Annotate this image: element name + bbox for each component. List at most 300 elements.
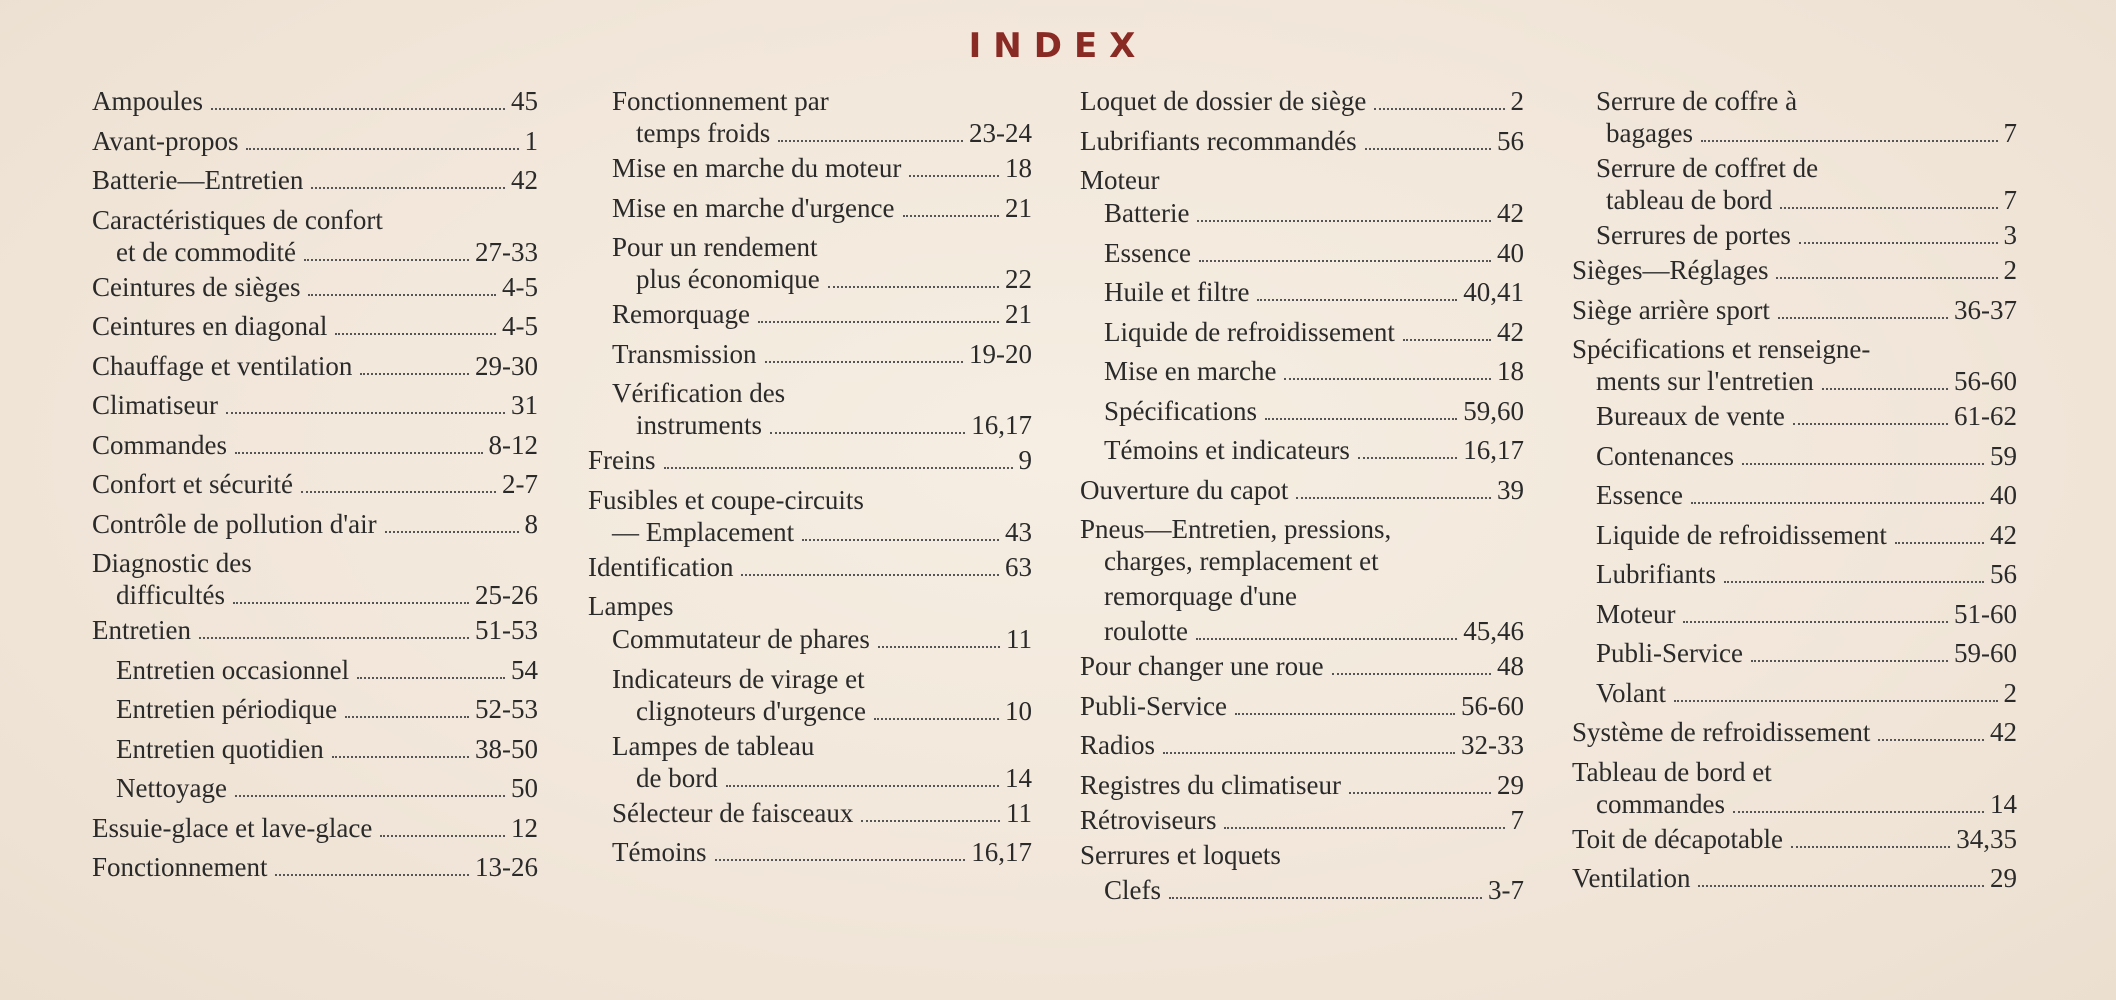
entry-label: Clefs xyxy=(1104,874,1161,905)
entry-label: Climatiseur xyxy=(92,390,218,420)
page-number: 21 xyxy=(1005,192,1032,223)
index-entry xyxy=(92,694,538,734)
entry-label: Volant xyxy=(1596,677,1667,708)
index-entry xyxy=(1572,863,2017,903)
entry-label: tableau de bord xyxy=(1606,185,1773,215)
index-entry xyxy=(1572,334,2017,366)
dot-leader xyxy=(1742,463,1984,465)
entry-label: Système de refroidissement xyxy=(1572,717,1871,747)
entry-label: Remorquage xyxy=(612,299,750,329)
dot-leader xyxy=(1358,457,1457,459)
entry-label: roulotte xyxy=(1104,616,1188,646)
dot-leader xyxy=(758,321,999,323)
dot-leader xyxy=(1284,378,1491,380)
page-number: 11 xyxy=(1006,624,1032,654)
page-number: 29 xyxy=(1990,863,2017,893)
index-entry xyxy=(1572,295,2017,335)
entry-label: Lampes xyxy=(588,591,674,621)
page-number: 42 xyxy=(1497,198,1524,228)
index-entry xyxy=(92,734,538,774)
dot-leader xyxy=(1674,700,1997,702)
entry-label: Spécifications et renseigne- xyxy=(1572,334,1871,364)
page-number: 40 xyxy=(1497,237,1524,268)
index-entry xyxy=(588,696,1032,731)
index-entry xyxy=(588,517,1032,552)
index-entry xyxy=(92,813,538,853)
dot-leader xyxy=(903,215,1000,217)
dot-leader xyxy=(1698,885,1984,887)
index-entry xyxy=(588,264,1032,299)
page-number: 54 xyxy=(511,654,538,685)
page-number: 1 xyxy=(524,125,538,156)
index-entry xyxy=(1080,514,1524,546)
dot-leader xyxy=(715,859,966,861)
dot-leader xyxy=(235,795,505,797)
index-entry xyxy=(1080,730,1524,770)
dot-leader xyxy=(1793,423,1948,425)
index-entry xyxy=(588,664,1032,696)
index-entry xyxy=(92,615,538,655)
entry-label: Pour changer une roue xyxy=(1080,651,1324,681)
entry-label: Publi-Service xyxy=(1080,690,1227,721)
page-number: 63 xyxy=(1005,551,1032,582)
page-number: 7 xyxy=(2003,118,2017,148)
index-entry xyxy=(92,580,538,615)
entry-label: Moteur xyxy=(1596,598,1676,629)
entry-label: clignoteurs d'urgence xyxy=(636,695,867,726)
page-number: 51-60 xyxy=(1954,598,2017,629)
entry-label: plus économique xyxy=(636,264,820,294)
entry-label: Sièges—Réglages xyxy=(1572,255,1769,285)
index-entry xyxy=(1080,165,1524,198)
page-number: 3 xyxy=(2003,220,2017,250)
entry-label: Batterie xyxy=(1104,198,1190,228)
index-column-2 xyxy=(588,86,1032,877)
dot-leader xyxy=(385,531,519,533)
entry-label: Commandes xyxy=(92,429,227,460)
page-number: 7 xyxy=(1510,804,1524,835)
entry-label: Mise en marche xyxy=(1104,356,1277,386)
entry-label: Identification xyxy=(588,551,734,582)
index-entry xyxy=(1080,317,1524,357)
index-entry xyxy=(92,311,538,351)
entry-label: Entretien xyxy=(92,615,191,645)
index-entry xyxy=(1572,717,2017,757)
page-number: 42 xyxy=(1990,717,2017,747)
page-number: 8-12 xyxy=(488,429,538,460)
dot-leader xyxy=(1701,140,1998,142)
entry-label: Témoins et indicateurs xyxy=(1104,435,1350,465)
page-number: 13-26 xyxy=(475,852,538,882)
index-entry xyxy=(1572,366,2017,401)
index-entry xyxy=(588,86,1032,118)
dot-leader xyxy=(1332,673,1491,675)
index-entry xyxy=(588,299,1032,339)
dot-leader xyxy=(874,718,999,720)
entry-label: remorquage d'une xyxy=(1104,581,1298,611)
entry-label: Essence xyxy=(1596,480,1683,510)
dot-leader xyxy=(360,373,469,375)
dot-leader xyxy=(304,259,469,261)
index-entry xyxy=(1080,616,1524,651)
page-number: 34,35 xyxy=(1956,823,2017,854)
dot-leader xyxy=(1365,148,1491,150)
index-entry xyxy=(1080,805,1524,840)
page-number: 8 xyxy=(524,508,538,539)
index-entry xyxy=(1080,840,1524,875)
dot-leader xyxy=(1349,792,1491,794)
index-entry xyxy=(1080,651,1524,691)
dot-leader xyxy=(311,187,505,189)
page-number: 14 xyxy=(1990,788,2017,819)
dot-leader xyxy=(861,820,1000,822)
dot-leader xyxy=(1778,317,1948,319)
entry-label: temps froids xyxy=(636,118,771,148)
dot-leader xyxy=(1403,339,1491,341)
dot-leader xyxy=(1791,846,1950,848)
entry-label: Vérification des xyxy=(612,378,786,408)
dot-leader xyxy=(1196,638,1457,640)
dot-leader xyxy=(308,294,496,296)
entry-label: Chauffage et ventilation xyxy=(92,350,353,381)
entry-label: Contenances xyxy=(1596,440,1734,471)
page-number: 19-20 xyxy=(969,338,1032,369)
dot-leader xyxy=(335,333,496,335)
page-number: 25-26 xyxy=(475,580,538,610)
index-entry xyxy=(588,339,1032,379)
index-entry xyxy=(1080,198,1524,238)
page-number: 59-60 xyxy=(1954,638,2017,668)
entry-label: Mise en marche du moteur xyxy=(612,153,902,183)
entry-label: Bureaux de vente xyxy=(1596,401,1785,431)
index-entry xyxy=(1080,691,1524,731)
index-entry xyxy=(1572,824,2017,864)
entry-label: Avant-propos xyxy=(92,125,239,156)
entry-label: Liquide de refroidissement xyxy=(1104,316,1395,347)
index-entry xyxy=(588,731,1032,763)
page-number: 29-30 xyxy=(475,350,538,381)
page-number: 59 xyxy=(1990,440,2017,471)
index-entry xyxy=(588,193,1032,233)
entry-label: Lampes de tableau xyxy=(612,730,815,761)
dot-leader xyxy=(726,785,999,787)
page-number: 45 xyxy=(511,86,538,116)
dot-leader xyxy=(741,574,999,576)
entry-label: Mise en marche d'urgence xyxy=(612,192,895,223)
index-entry xyxy=(1080,770,1524,805)
page-number: 4-5 xyxy=(502,311,538,341)
index-entry xyxy=(92,773,538,813)
index-entry xyxy=(1080,86,1524,126)
dot-leader xyxy=(1224,827,1504,829)
entry-label: Registres du climatiseur xyxy=(1080,769,1341,800)
page-number: 36-37 xyxy=(1954,294,2017,325)
index-entry xyxy=(1080,435,1524,475)
index-entry xyxy=(92,509,538,549)
dot-leader xyxy=(1163,752,1455,754)
page-number: 18 xyxy=(1005,153,1032,183)
entry-label: Témoins xyxy=(612,837,707,867)
dot-leader xyxy=(878,646,1000,648)
dot-leader xyxy=(1724,581,1984,583)
entry-label: Fonctionnement par xyxy=(612,86,829,116)
page-number: 12 xyxy=(511,812,538,843)
dot-leader xyxy=(1265,418,1457,420)
dot-leader xyxy=(345,716,469,718)
index-entry xyxy=(588,118,1032,153)
index-entry xyxy=(1080,126,1524,166)
page-number: 14 xyxy=(1005,762,1032,793)
page-number: 42 xyxy=(511,165,538,195)
index-entry xyxy=(1572,757,2017,789)
index-entry xyxy=(588,798,1032,838)
entry-label: Sélecteur de faisceaux xyxy=(612,797,854,828)
entry-label: difficultés xyxy=(116,580,225,610)
dot-leader xyxy=(246,148,518,150)
index-entry xyxy=(1572,220,2017,255)
page-number: 50 xyxy=(511,773,538,803)
page-number: 27-33 xyxy=(475,236,538,267)
page-number: 42 xyxy=(1497,316,1524,347)
entry-label: de bord xyxy=(636,762,718,793)
entry-label: Moteur xyxy=(1080,165,1160,195)
dot-leader xyxy=(770,432,965,434)
index-entry xyxy=(1080,356,1524,396)
page-number: 38-50 xyxy=(475,733,538,764)
page-number: 42 xyxy=(1990,519,2017,550)
index-column-4 xyxy=(1572,86,2017,903)
index-entry xyxy=(92,205,538,237)
page-number: 40,41 xyxy=(1463,277,1524,307)
entry-label: Diagnostic des xyxy=(92,548,252,578)
page-number: 22 xyxy=(1005,264,1032,294)
page-number: 56 xyxy=(1497,125,1524,156)
entry-label: Lubrifiants xyxy=(1596,559,1716,589)
entry-label: Radios xyxy=(1080,730,1156,760)
dot-leader xyxy=(226,412,505,414)
page-number: 56 xyxy=(1990,559,2017,589)
index-entry xyxy=(588,552,1032,592)
dot-leader xyxy=(1199,260,1491,262)
dot-leader xyxy=(1799,242,1998,244)
index-entry xyxy=(588,485,1032,517)
entry-label: charges, remplacement et xyxy=(1104,546,1379,576)
dot-leader xyxy=(664,467,1013,469)
page-number: 7 xyxy=(2003,185,2017,215)
page-number: 32-33 xyxy=(1461,730,1524,760)
dot-leader xyxy=(1169,897,1482,899)
index-entry xyxy=(92,430,538,470)
index-entry xyxy=(1572,678,2017,718)
entry-label: Essuie-glace et lave-glace xyxy=(92,812,373,843)
entry-label: Ceintures de sièges xyxy=(92,271,301,302)
entry-label: Pour un rendement xyxy=(612,232,818,262)
page-number: 2 xyxy=(2003,677,2017,708)
index-column-3 xyxy=(1080,86,1524,910)
dot-leader xyxy=(1878,739,1984,741)
page-number: 2-7 xyxy=(502,469,538,499)
index-entry xyxy=(92,165,538,205)
index-entry xyxy=(92,390,538,430)
index-entry xyxy=(92,852,538,892)
page-number: 21 xyxy=(1005,299,1032,329)
page-number: 23-24 xyxy=(969,118,1032,148)
page-number: 45,46 xyxy=(1463,616,1524,646)
entry-label: et de commodité xyxy=(116,236,296,267)
index-entry xyxy=(1080,875,1524,910)
index-entry xyxy=(1080,581,1524,616)
dot-leader xyxy=(199,637,469,639)
dot-leader xyxy=(765,361,963,363)
dot-leader xyxy=(1895,542,1984,544)
index-entry xyxy=(588,153,1032,193)
page-number: 43 xyxy=(1005,516,1032,547)
page-number: 31 xyxy=(511,390,538,420)
dot-leader xyxy=(1691,502,1984,504)
page-number: 52-53 xyxy=(475,694,538,724)
page-number: 16,17 xyxy=(971,410,1032,440)
entry-label: Rétroviseurs xyxy=(1080,804,1217,835)
dot-leader xyxy=(275,874,469,876)
entry-label: Serrure de coffret de xyxy=(1596,153,1819,183)
dot-leader xyxy=(1374,108,1504,110)
index-entry xyxy=(92,548,538,580)
index-entry xyxy=(588,591,1032,624)
dot-leader xyxy=(1683,621,1948,623)
entry-label: Entretien périodique xyxy=(116,694,338,724)
index-entry xyxy=(1080,396,1524,436)
dot-leader xyxy=(828,286,999,288)
dot-leader xyxy=(233,602,469,604)
entry-label: Ampoules xyxy=(92,86,203,116)
dot-leader xyxy=(332,756,469,758)
page-number: 2 xyxy=(2003,255,2017,285)
dot-leader xyxy=(909,175,999,177)
entry-label: Confort et sécurité xyxy=(92,469,293,499)
index-entry xyxy=(1572,789,2017,824)
index-entry xyxy=(1572,638,2017,678)
index-entry xyxy=(1572,480,2017,520)
entry-label: Entretien quotidien xyxy=(116,733,324,764)
entry-label: — Emplacement xyxy=(612,516,795,547)
entry-label: Indicateurs de virage et xyxy=(612,663,865,694)
index-entry xyxy=(588,378,1032,410)
entry-label: Freins xyxy=(588,445,656,475)
index-entry xyxy=(1080,277,1524,317)
entry-label: Tableau de bord et xyxy=(1572,756,1772,787)
index-column-1 xyxy=(92,86,538,892)
entry-label: Ventilation xyxy=(1572,863,1691,893)
dot-leader xyxy=(1776,277,1997,279)
dot-leader xyxy=(802,539,999,541)
entry-label: Contrôle de pollution d'air xyxy=(92,508,377,539)
index-entry xyxy=(588,232,1032,264)
entry-label: Loquet de dossier de siège xyxy=(1080,86,1367,116)
entry-label: ments sur l'entretien xyxy=(1596,366,1814,396)
dot-leader xyxy=(1296,497,1491,499)
page-number: 16,17 xyxy=(971,837,1032,867)
dot-leader xyxy=(1780,207,1997,209)
dot-leader xyxy=(1235,713,1455,715)
index-entry xyxy=(92,86,538,126)
entry-label: Essence xyxy=(1104,237,1191,268)
entry-label: Batterie—Entretien xyxy=(92,165,304,195)
dot-leader xyxy=(1257,299,1457,301)
entry-label: Nettoyage xyxy=(116,773,227,803)
dot-leader xyxy=(1733,811,1984,813)
index-entry xyxy=(1572,559,2017,599)
index-entry xyxy=(1572,118,2017,153)
entry-label: Toit de décapotable xyxy=(1572,823,1784,854)
index-entry xyxy=(588,837,1032,877)
dot-leader xyxy=(1822,388,1948,390)
page-number: 4-5 xyxy=(502,271,538,302)
entry-label: Liquide de refroidissement xyxy=(1596,519,1887,550)
entry-label: Commutateur de phares xyxy=(612,624,870,654)
entry-label: instruments xyxy=(636,410,762,440)
entry-label: Fonctionnement xyxy=(92,852,268,882)
page-number: 2 xyxy=(1510,86,1524,116)
page-number: 3-7 xyxy=(1488,874,1524,905)
entry-label: Ceintures en diagonal xyxy=(92,311,328,341)
page-number: 56-60 xyxy=(1954,366,2017,396)
index-entry xyxy=(1080,475,1524,515)
page-number: 40 xyxy=(1990,480,2017,510)
index-entry xyxy=(588,763,1032,798)
dot-leader xyxy=(1751,660,1948,662)
entry-label: Huile et filtre xyxy=(1104,277,1250,307)
index-entry xyxy=(588,624,1032,664)
index-entry xyxy=(92,655,538,695)
entry-label: Pneus—Entretien, pressions, xyxy=(1080,514,1392,544)
page-number: 9 xyxy=(1018,445,1032,475)
index-entry xyxy=(1572,520,2017,560)
index-entry xyxy=(1572,185,2017,220)
page-number: 48 xyxy=(1497,651,1524,681)
entry-label: Caractéristiques de confort xyxy=(92,204,383,235)
dot-leader xyxy=(301,491,496,493)
index-entry xyxy=(1080,546,1524,581)
index-entry xyxy=(1572,441,2017,481)
index-entry xyxy=(1572,153,2017,185)
page-number: 29 xyxy=(1497,769,1524,800)
entry-label: Fusibles et coupe-circuits xyxy=(588,484,864,515)
index-entry xyxy=(92,272,538,312)
page-number: 61-62 xyxy=(1954,401,2017,431)
index-entry xyxy=(1572,86,2017,118)
page-number: 51-53 xyxy=(475,615,538,645)
index-entry xyxy=(92,469,538,509)
page-number: 59,60 xyxy=(1463,395,1524,426)
page-number: 16,17 xyxy=(1463,435,1524,465)
page-number: 10 xyxy=(1005,695,1032,726)
entry-label: Spécifications xyxy=(1104,395,1257,426)
entry-label: bagages xyxy=(1606,118,1693,148)
page-number: 56-60 xyxy=(1461,690,1524,721)
page-title: INDEX xyxy=(968,26,1148,66)
entry-label: Serrures et loquets xyxy=(1080,839,1281,870)
page-number: 11 xyxy=(1006,797,1032,828)
entry-label: Serrure de coffre à xyxy=(1596,86,1798,116)
index-entry xyxy=(1080,238,1524,278)
dot-leader xyxy=(1197,220,1491,222)
dot-leader xyxy=(778,140,963,142)
entry-label: Transmission xyxy=(612,338,757,369)
dot-leader xyxy=(380,835,505,837)
index-entry xyxy=(1572,255,2017,295)
entry-label: Siège arrière sport xyxy=(1572,294,1770,325)
index-entry xyxy=(588,445,1032,485)
